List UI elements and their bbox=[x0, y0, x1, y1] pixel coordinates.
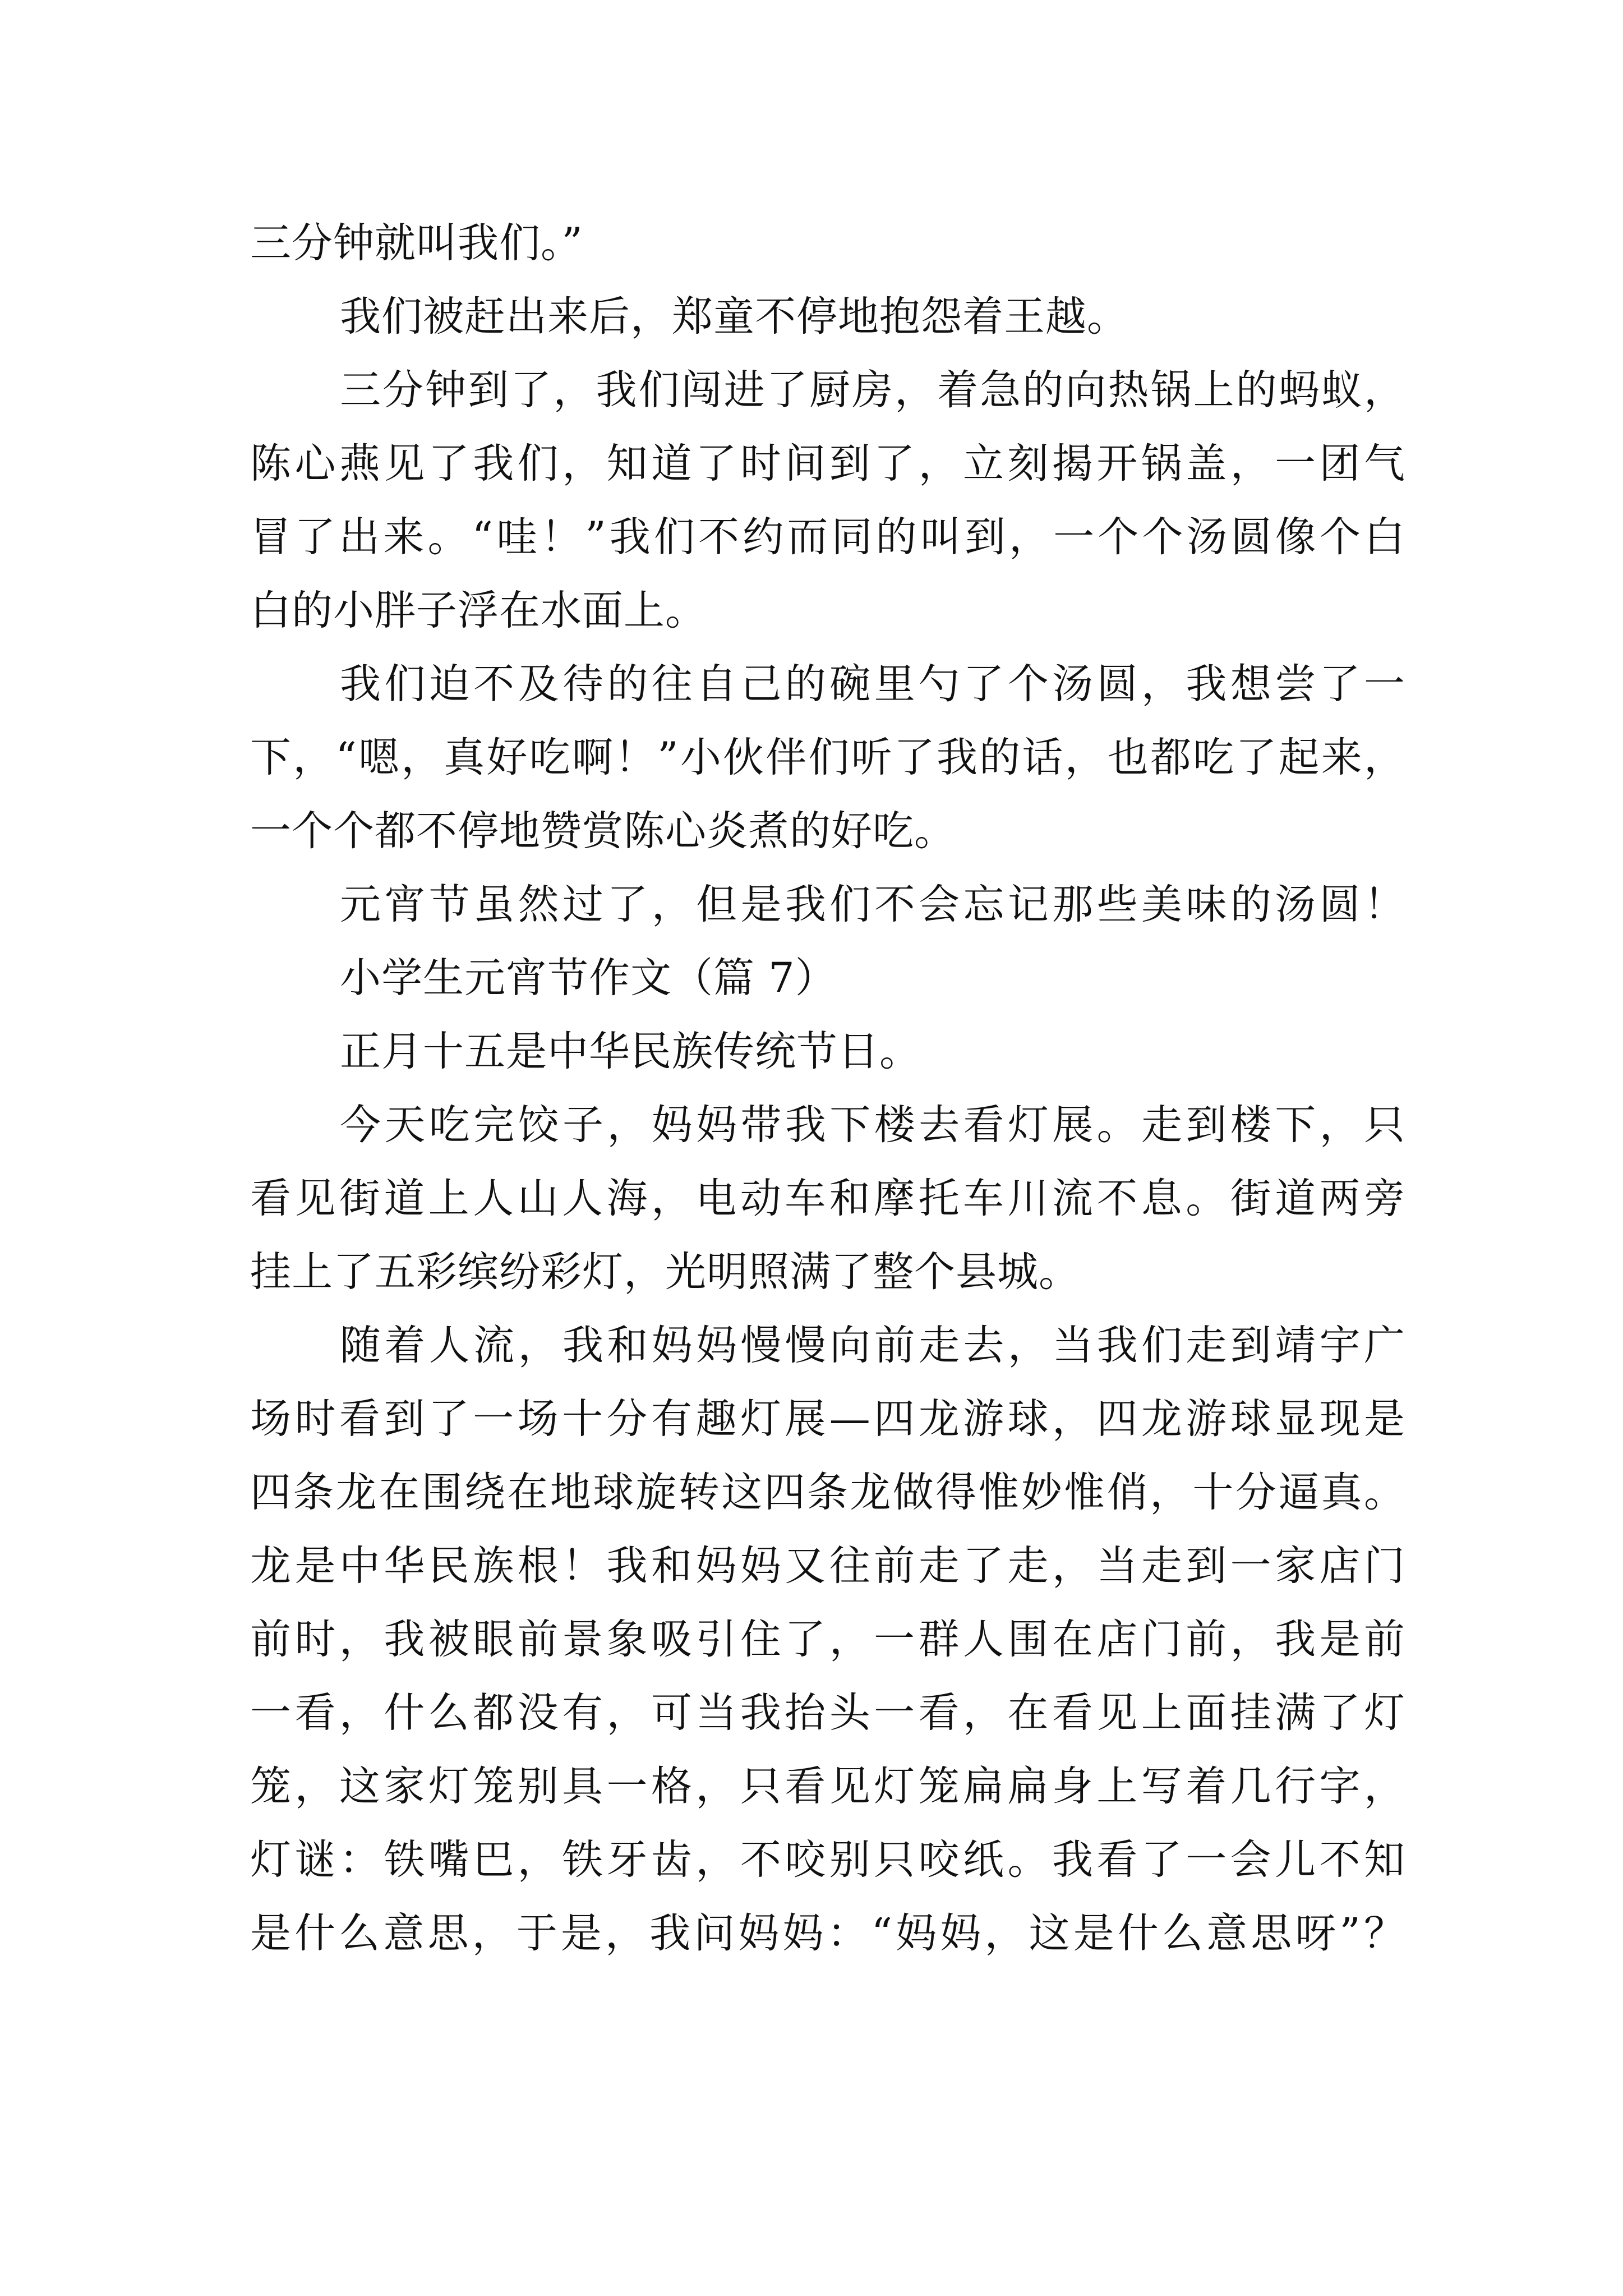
document-body bbox=[250, 206, 1405, 1970]
text-line: 一看，什么都没有，可当我抬头一看，在看见上面挂满了灯 bbox=[250, 1689, 1405, 1737]
text-line: 四条龙在围绕在地球旋转这四条龙做得惟妙惟俏，十分逼真。 bbox=[250, 1469, 1405, 1516]
text-line: 我们迫不及待的往自己的碗里勺了个汤圆，我想尝了一 bbox=[340, 660, 1405, 708]
text-line: 小学生元宵节作文（篇 7） bbox=[340, 954, 837, 1002]
text-line: 下，“嗯，真好吃啊！”小伙伴们听了我的话，也都吃了起来， bbox=[250, 734, 1405, 781]
text-line: 我们被赶出来后，郑童不停地抱怨着王越。 bbox=[340, 293, 1128, 341]
text-line: 正月十五是中华民族传统节日。 bbox=[340, 1028, 921, 1075]
text-line: 白的小胖子浮在水面上。 bbox=[250, 587, 707, 634]
text-line: 龙是中华民族根！我和妈妈又往前走了走，当走到一家店门 bbox=[250, 1542, 1405, 1590]
text-line: 挂上了五彩缤纷彩灯，光明照满了整个县城。 bbox=[250, 1248, 1080, 1296]
text-line: 冒了出来。“哇！”我们不约而同的叫到，一个个汤圆像个白 bbox=[250, 513, 1405, 561]
text-line: 今天吃完饺子，妈妈带我下楼去看灯展。走到楼下，只 bbox=[340, 1101, 1405, 1149]
text-line: 灯谜：铁嘴巴，铁牙齿，不咬别只咬纸。我看了一会儿不知 bbox=[250, 1836, 1405, 1884]
text-line: 元宵节虽然过了，但是我们不会忘记那些美味的汤圆！ bbox=[340, 881, 1405, 928]
text-line: 陈心燕见了我们，知道了时间到了，立刻揭开锅盖，一团气 bbox=[250, 440, 1405, 487]
text-line: 是什么意思，于是，我问妈妈：“妈妈，这是什么意思呀”？ bbox=[250, 1910, 1405, 1957]
text-line: 前时，我被眼前景象吸引住了，一群人围在店门前，我是前 bbox=[250, 1616, 1405, 1663]
text-line: 场时看到了一场十分有趣灯展—四龙游球，四龙游球显现是 bbox=[250, 1395, 1405, 1443]
text-line: 三分钟到了，我们闯进了厨房，着急的向热锅上的蚂蚁， bbox=[340, 366, 1405, 414]
text-line: 三分钟就叫我们。” bbox=[250, 219, 583, 267]
text-line: 一个个都不停地赞赏陈心炎煮的好吃。 bbox=[250, 807, 956, 855]
text-line: 看见街道上人山人海，电动车和摩托车川流不息。街道两旁 bbox=[250, 1175, 1405, 1222]
text-line: 随着人流，我和妈妈慢慢向前走去，当我们走到靖宇广 bbox=[340, 1322, 1405, 1369]
text-line: 笼，这家灯笼别具一格，只看见灯笼扁扁身上写着几行字， bbox=[250, 1763, 1405, 1810]
